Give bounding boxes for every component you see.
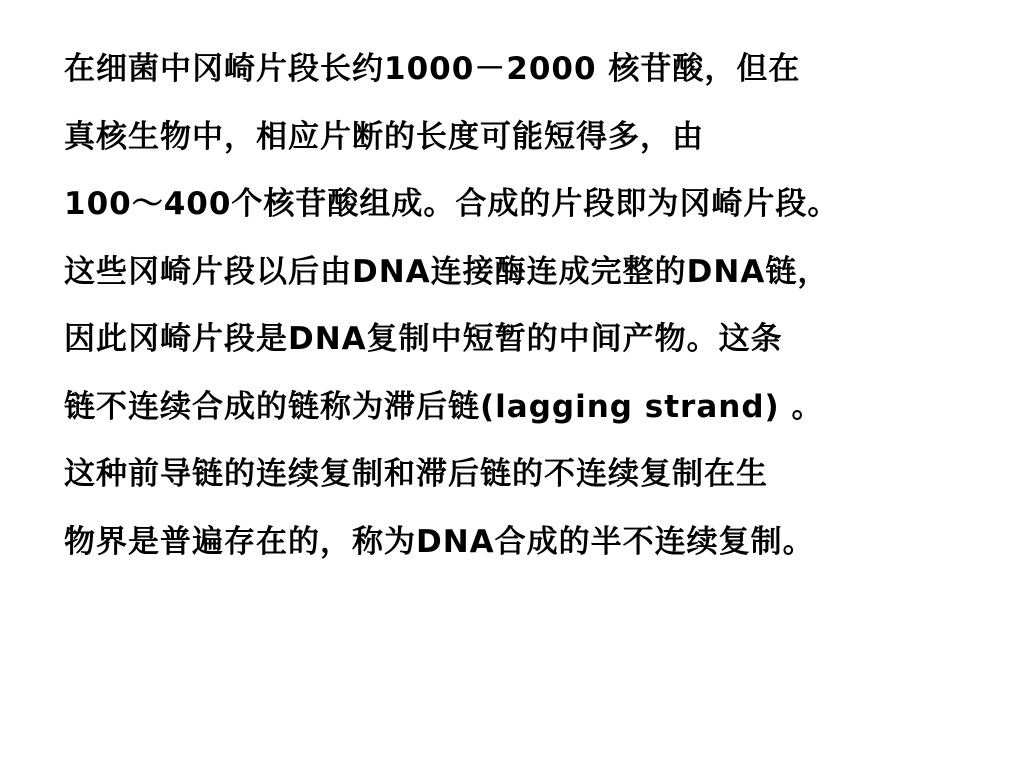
paragraph-line: 这些冈崎片段以后由DNA连接酶连成完整的DNA链， <box>64 253 830 290</box>
paragraph-line: 链不连续合成的链称为滞后链(lagging strand) 。 <box>64 388 824 425</box>
body-paragraph <box>64 36 964 576</box>
paragraph-line: 真核生物中，相应片断的长度可能短得多，由 <box>64 118 704 155</box>
paragraph-line: 物界是普遍存在的，称为DNA合成的半不连续复制。 <box>64 523 815 560</box>
paragraph-line: 100～400个核苷酸组成。合成的片段即为冈崎片段。 <box>64 186 840 222</box>
paragraph-line: 因此冈崎片段是DNA复制中短暂的中间产物。这条 <box>64 321 783 357</box>
paragraph-line: 这种前导链的连续复制和滞后链的不连续复制在生 <box>64 456 768 492</box>
paragraph-line: 在细菌中冈崎片段长约1000－2000 核苷酸，但在 <box>64 51 801 87</box>
